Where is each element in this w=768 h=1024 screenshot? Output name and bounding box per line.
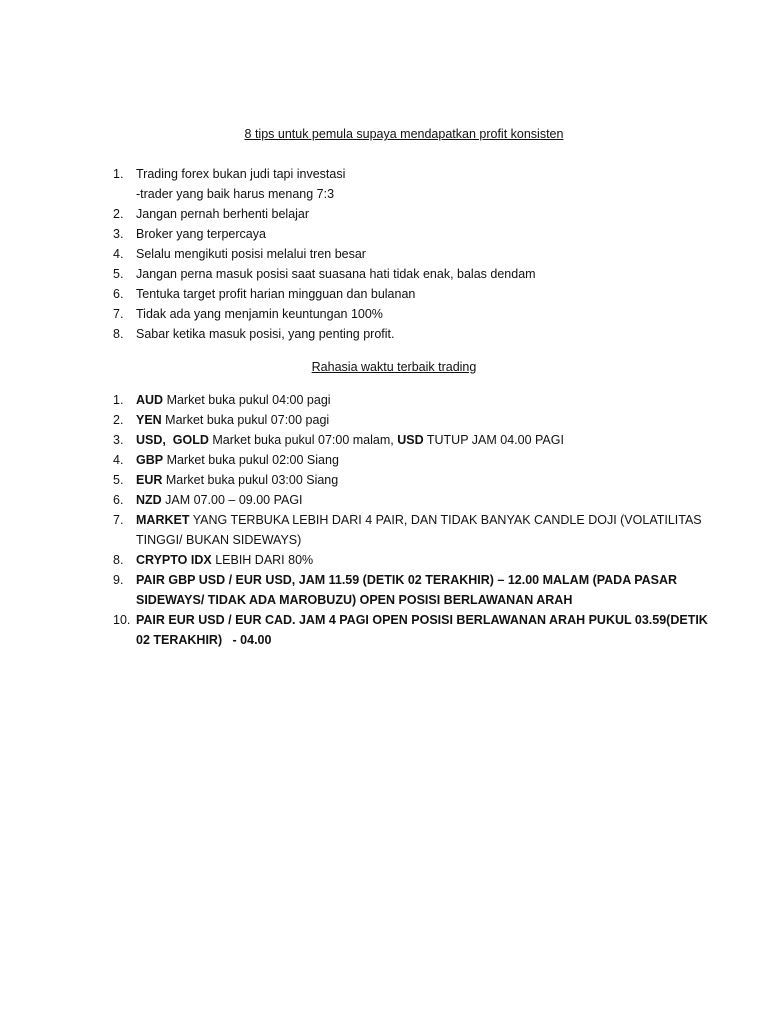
document-page: 8 tips untuk pemula supaya mendapatkan profit konsisten 1. Trading forex bukan judi tapi investasi -trader yang baik harus menang 7:3 2. Jangan pernah berhenti belajar 3. Broker yang terpercaya 4. Selalu mengikuti posisi melalui tren besar 5. Jangan perna masuk posisi saat suasana hati tidak enak, balas dendam 6. Tentuka target profit harian mingguan dan bulanan 7. Tidak ada yang menjamin keuntungan 100% 8. Sabar ketika masuk posisi, yang penting profit. Rahasia waktu terbaik trading 1. AUD Market buka pukul 04:00 pagi 2. YEN Market buka pukul 07:00 pagi 3. USD, GOLD Market buka pukul 07:00 malam, USD TUTUP JAM 04.00 PAGI 4. GBP Market buka pukul 02:00 Siang 5. EUR Market buka pukul 03:00 Siang 6. NZD JAM 07.00 – 09.00 PAGI 7. MARKET YANG TERBUKA LEBIH DARI 4 PAIR, DAN TIDAK BANYAK CANDLE DOJI (VOLATILITAS TINGGI/ BUKAN SIDEWAYS) 8. CRYPTO IDX LEBIH DARI 80% 9. PAIR GBP USD / EUR USD, JAM 11.59 (DETIK 02 TERAKHIR) – 12.00 MALAM (PADA PASAR SIDEWAYS/ TIDAK ADA MAROBUZU) OPEN POSISI BERLAWANAN ARAH 10. PAIR EUR USD / EUR CAD. JAM 4 PAGI OPEN POSISI BERLAWANAN ARAH PUKUL 03.59(DETIK 02 TERAKHIR) - 04.00 (0, 0, 768, 1024)
tips-heading: 8 tips untuk pemula supaya mendapatkan profit konsisten (244, 127, 564, 141)
waktu-heading: Rahasia waktu terbaik trading (311, 360, 477, 374)
